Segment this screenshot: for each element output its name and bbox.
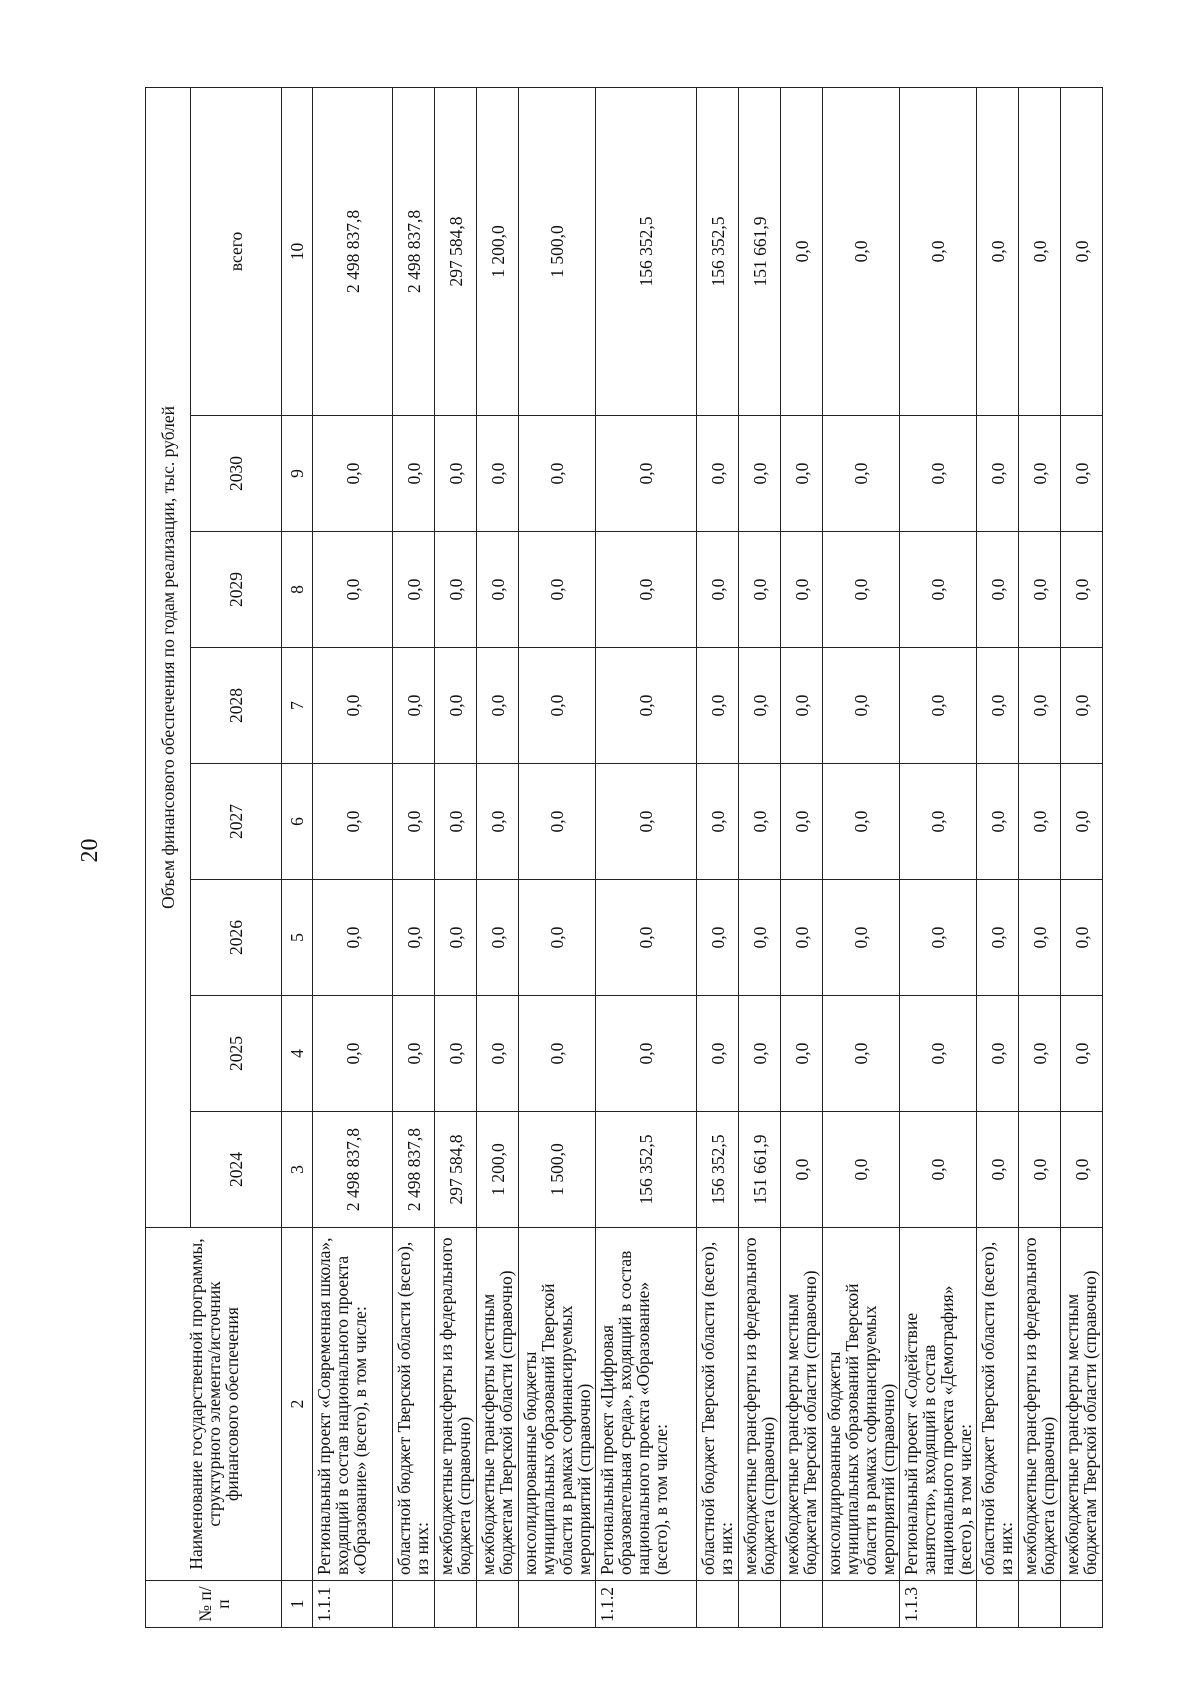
row-year-value: 0,0 bbox=[477, 648, 519, 764]
table-row bbox=[519, 87, 596, 1627]
row-year-value: 0,0 bbox=[823, 1112, 900, 1228]
row-total-value: 0,0 bbox=[823, 87, 900, 415]
row-total-value: 156 352,5 bbox=[596, 87, 697, 415]
row-year-value: 0,0 bbox=[477, 880, 519, 996]
row-year-value: 0,0 bbox=[823, 996, 900, 1112]
row-year-value: 0,0 bbox=[900, 764, 977, 880]
table-row bbox=[977, 87, 1019, 1627]
row-year-value: 0,0 bbox=[1061, 880, 1103, 996]
row-name: областной бюджет Тверской области (всего), из них: bbox=[393, 1228, 435, 1581]
row-year-value: 0,0 bbox=[477, 764, 519, 880]
header-row-group bbox=[146, 87, 191, 1627]
row-year-value: 0,0 bbox=[313, 532, 393, 648]
row-year-value: 0,0 bbox=[781, 764, 823, 880]
row-year-value: 0,0 bbox=[596, 764, 697, 880]
row-year-value: 0,0 bbox=[823, 416, 900, 532]
header-col-name: Наименование государственной программы, структурного элемента/источник финансового обеспечения bbox=[146, 1228, 282, 1581]
row-total-value: 2 498 837,8 bbox=[313, 87, 393, 415]
row-year-value: 0,0 bbox=[1061, 996, 1103, 1112]
row-year-value: 0,0 bbox=[596, 532, 697, 648]
row-year-value: 0,0 bbox=[900, 1112, 977, 1228]
row-year-value: 0,0 bbox=[697, 532, 739, 648]
row-year-value: 0,0 bbox=[739, 532, 781, 648]
column-number: 4 bbox=[282, 996, 313, 1112]
row-year-value: 0,0 bbox=[1019, 880, 1061, 996]
row-year-value: 156 352,5 bbox=[596, 1112, 697, 1228]
row-year-value: 0,0 bbox=[1061, 764, 1103, 880]
row-year-value: 0,0 bbox=[519, 880, 596, 996]
column-number: 5 bbox=[282, 880, 313, 996]
row-year-value: 0,0 bbox=[823, 532, 900, 648]
row-year-value: 0,0 bbox=[977, 532, 1019, 648]
row-code: 1.1.1 bbox=[313, 1581, 393, 1628]
row-code bbox=[393, 1581, 435, 1628]
header-year: 2027 bbox=[191, 764, 282, 880]
row-code: 1.1.3 bbox=[900, 1581, 977, 1628]
row-year-value: 0,0 bbox=[313, 996, 393, 1112]
column-number: 1 bbox=[282, 1581, 313, 1628]
row-code bbox=[1061, 1581, 1103, 1628]
row-year-value: 0,0 bbox=[781, 648, 823, 764]
row-total-value: 0,0 bbox=[977, 87, 1019, 415]
row-year-value: 2 498 837,8 bbox=[313, 1112, 393, 1228]
row-year-value: 0,0 bbox=[977, 648, 1019, 764]
row-year-value: 0,0 bbox=[977, 996, 1019, 1112]
row-name: межбюджетные трансферты из федерального бюджета (справочно) bbox=[1019, 1228, 1061, 1581]
row-year-value: 0,0 bbox=[596, 648, 697, 764]
row-year-value: 0,0 bbox=[1061, 532, 1103, 648]
row-name: областной бюджет Тверской области (всего), из них: bbox=[977, 1228, 1019, 1581]
row-name: межбюджетные трансферты из федерального бюджета (справочно) bbox=[739, 1228, 781, 1581]
row-code bbox=[477, 1581, 519, 1628]
row-year-value: 0,0 bbox=[900, 880, 977, 996]
table-row bbox=[596, 87, 697, 1627]
financing-table bbox=[145, 87, 1103, 1628]
row-year-value: 0,0 bbox=[697, 880, 739, 996]
row-year-value: 0,0 bbox=[1019, 532, 1061, 648]
row-year-value: 0,0 bbox=[781, 532, 823, 648]
row-code bbox=[435, 1581, 477, 1628]
table-row bbox=[435, 87, 477, 1627]
row-year-value: 0,0 bbox=[739, 764, 781, 880]
row-total-value: 0,0 bbox=[781, 87, 823, 415]
row-year-value: 0,0 bbox=[781, 996, 823, 1112]
row-total-value: 1 500,0 bbox=[519, 87, 596, 415]
row-code bbox=[1019, 1581, 1061, 1628]
row-name: межбюджетные трансферты местным бюджетам Тверской области (справочно) bbox=[1061, 1228, 1103, 1581]
row-total-value: 297 584,8 bbox=[435, 87, 477, 415]
row-code bbox=[739, 1581, 781, 1628]
row-code bbox=[697, 1581, 739, 1628]
row-year-value: 0,0 bbox=[823, 880, 900, 996]
row-year-value: 0,0 bbox=[596, 996, 697, 1112]
row-year-value: 0,0 bbox=[977, 880, 1019, 996]
row-year-value: 0,0 bbox=[435, 880, 477, 996]
row-year-value: 1 200,0 bbox=[477, 1112, 519, 1228]
column-number: 3 bbox=[282, 1112, 313, 1228]
row-year-value: 0,0 bbox=[739, 648, 781, 764]
row-year-value: 2 498 837,8 bbox=[393, 1112, 435, 1228]
column-number: 7 bbox=[282, 648, 313, 764]
row-year-value: 1 500,0 bbox=[519, 1112, 596, 1228]
row-year-value: 0,0 bbox=[519, 764, 596, 880]
column-number-row bbox=[282, 87, 313, 1627]
row-year-value: 0,0 bbox=[393, 416, 435, 532]
row-year-value: 0,0 bbox=[393, 532, 435, 648]
row-year-value: 0,0 bbox=[393, 648, 435, 764]
row-year-value: 0,0 bbox=[697, 416, 739, 532]
table-row bbox=[697, 87, 739, 1627]
row-total-value: 2 498 837,8 bbox=[393, 87, 435, 415]
header-col-number: № п/п bbox=[146, 1581, 282, 1628]
row-code bbox=[781, 1581, 823, 1628]
row-year-value: 0,0 bbox=[435, 764, 477, 880]
table-row bbox=[1061, 87, 1103, 1627]
row-year-value: 0,0 bbox=[823, 764, 900, 880]
row-year-value: 0,0 bbox=[435, 996, 477, 1112]
table-row bbox=[900, 87, 977, 1627]
row-year-value: 0,0 bbox=[596, 416, 697, 532]
row-total-value: 156 352,5 bbox=[697, 87, 739, 415]
row-year-value: 297 584,8 bbox=[435, 1112, 477, 1228]
row-year-value: 0,0 bbox=[435, 648, 477, 764]
header-year: 2024 bbox=[191, 1112, 282, 1228]
row-name: Региональный проект «Цифровая образовательная среда», входящий в состав национального проекта «Образование» (всего), в том числе: bbox=[596, 1228, 697, 1581]
column-number: 8 bbox=[282, 532, 313, 648]
row-year-value: 0,0 bbox=[313, 764, 393, 880]
row-year-value: 0,0 bbox=[697, 996, 739, 1112]
row-code bbox=[519, 1581, 596, 1628]
row-year-value: 0,0 bbox=[519, 648, 596, 764]
header-year: 2030 bbox=[191, 416, 282, 532]
header-group-title: Объем финансового обеспечения по годам реализации, тыс. рублей bbox=[146, 87, 191, 1227]
table-row bbox=[313, 87, 393, 1627]
row-year-value: 0,0 bbox=[477, 416, 519, 532]
header-year: 2026 bbox=[191, 880, 282, 996]
row-code: 1.1.2 bbox=[596, 1581, 697, 1628]
row-year-value: 0,0 bbox=[823, 648, 900, 764]
row-year-value: 0,0 bbox=[519, 416, 596, 532]
row-year-value: 0,0 bbox=[1019, 764, 1061, 880]
row-year-value: 0,0 bbox=[900, 532, 977, 648]
row-year-value: 156 352,5 bbox=[697, 1112, 739, 1228]
row-year-value: 0,0 bbox=[435, 532, 477, 648]
row-year-value: 0,0 bbox=[313, 880, 393, 996]
table-row bbox=[781, 87, 823, 1627]
row-name: консолидированные бюджеты муниципальных образований Тверской области в рамках софинансируемых мероприятий (справочно) bbox=[823, 1228, 900, 1581]
row-year-value: 0,0 bbox=[739, 416, 781, 532]
row-year-value: 0,0 bbox=[977, 1112, 1019, 1228]
row-name: межбюджетные трансферты местным бюджетам Тверской области (справочно) bbox=[781, 1228, 823, 1581]
row-name: областной бюджет Тверской области (всего), из них: bbox=[697, 1228, 739, 1581]
row-name: Региональный проект «Современная школа», входящий в состав национального проекта «Образование» (всего), в том числе: bbox=[313, 1228, 393, 1581]
row-year-value: 0,0 bbox=[313, 648, 393, 764]
row-total-value: 0,0 bbox=[900, 87, 977, 415]
row-year-value: 0,0 bbox=[1019, 1112, 1061, 1228]
row-year-value: 0,0 bbox=[1019, 648, 1061, 764]
row-year-value: 0,0 bbox=[1019, 996, 1061, 1112]
row-year-value: 0,0 bbox=[977, 416, 1019, 532]
row-year-value: 0,0 bbox=[1061, 1112, 1103, 1228]
header-year: 2029 bbox=[191, 532, 282, 648]
row-year-value: 0,0 bbox=[781, 416, 823, 532]
table-row bbox=[739, 87, 781, 1627]
row-year-value: 0,0 bbox=[739, 880, 781, 996]
row-total-value: 1 200,0 bbox=[477, 87, 519, 415]
row-year-value: 0,0 bbox=[393, 764, 435, 880]
row-year-value: 0,0 bbox=[739, 996, 781, 1112]
row-year-value: 0,0 bbox=[393, 880, 435, 996]
header-year: 2028 bbox=[191, 648, 282, 764]
header-total: всего bbox=[191, 87, 282, 415]
row-year-value: 0,0 bbox=[519, 996, 596, 1112]
row-year-value: 0,0 bbox=[1061, 416, 1103, 532]
row-year-value: 0,0 bbox=[477, 996, 519, 1112]
row-name: межбюджетные трансферты местным бюджетам Тверской области (справочно) bbox=[477, 1228, 519, 1581]
row-year-value: 0,0 bbox=[477, 532, 519, 648]
row-name: Региональный проект «Содействие занятости», входящий в состав национального проекта «Демография» (всего), в том числе: bbox=[900, 1228, 977, 1581]
column-number: 10 bbox=[282, 87, 313, 415]
row-code bbox=[823, 1581, 900, 1628]
row-total-value: 0,0 bbox=[1019, 87, 1061, 415]
column-number: 2 bbox=[282, 1228, 313, 1581]
header-year: 2025 bbox=[191, 996, 282, 1112]
row-year-value: 0,0 bbox=[1061, 648, 1103, 764]
row-year-value: 0,0 bbox=[977, 764, 1019, 880]
row-year-value: 0,0 bbox=[900, 416, 977, 532]
table-row bbox=[1019, 87, 1061, 1627]
page-number: 20 bbox=[77, 838, 103, 863]
row-year-value: 0,0 bbox=[519, 532, 596, 648]
row-year-value: 0,0 bbox=[1019, 416, 1061, 532]
row-year-value: 0,0 bbox=[900, 996, 977, 1112]
row-year-value: 0,0 bbox=[697, 648, 739, 764]
column-number: 9 bbox=[282, 416, 313, 532]
row-name: консолидированные бюджеты муниципальных образований Тверской области в рамках софинансируемых мероприятий (справочно) bbox=[519, 1228, 596, 1581]
column-number: 6 bbox=[282, 764, 313, 880]
row-year-value: 0,0 bbox=[781, 880, 823, 996]
table-body bbox=[313, 87, 1103, 1627]
row-year-value: 0,0 bbox=[781, 1112, 823, 1228]
row-year-value: 151 661,9 bbox=[739, 1112, 781, 1228]
row-total-value: 151 661,9 bbox=[739, 87, 781, 415]
row-year-value: 0,0 bbox=[393, 996, 435, 1112]
row-code bbox=[977, 1581, 1019, 1628]
table-row bbox=[823, 87, 900, 1627]
row-year-value: 0,0 bbox=[900, 648, 977, 764]
row-year-value: 0,0 bbox=[435, 416, 477, 532]
row-year-value: 0,0 bbox=[596, 880, 697, 996]
row-year-value: 0,0 bbox=[313, 416, 393, 532]
row-year-value: 0,0 bbox=[697, 764, 739, 880]
row-total-value: 0,0 bbox=[1061, 87, 1103, 415]
table-row bbox=[477, 87, 519, 1627]
table-row bbox=[393, 87, 435, 1627]
row-name: межбюджетные трансферты из федерального бюджета (справочно) bbox=[435, 1228, 477, 1581]
